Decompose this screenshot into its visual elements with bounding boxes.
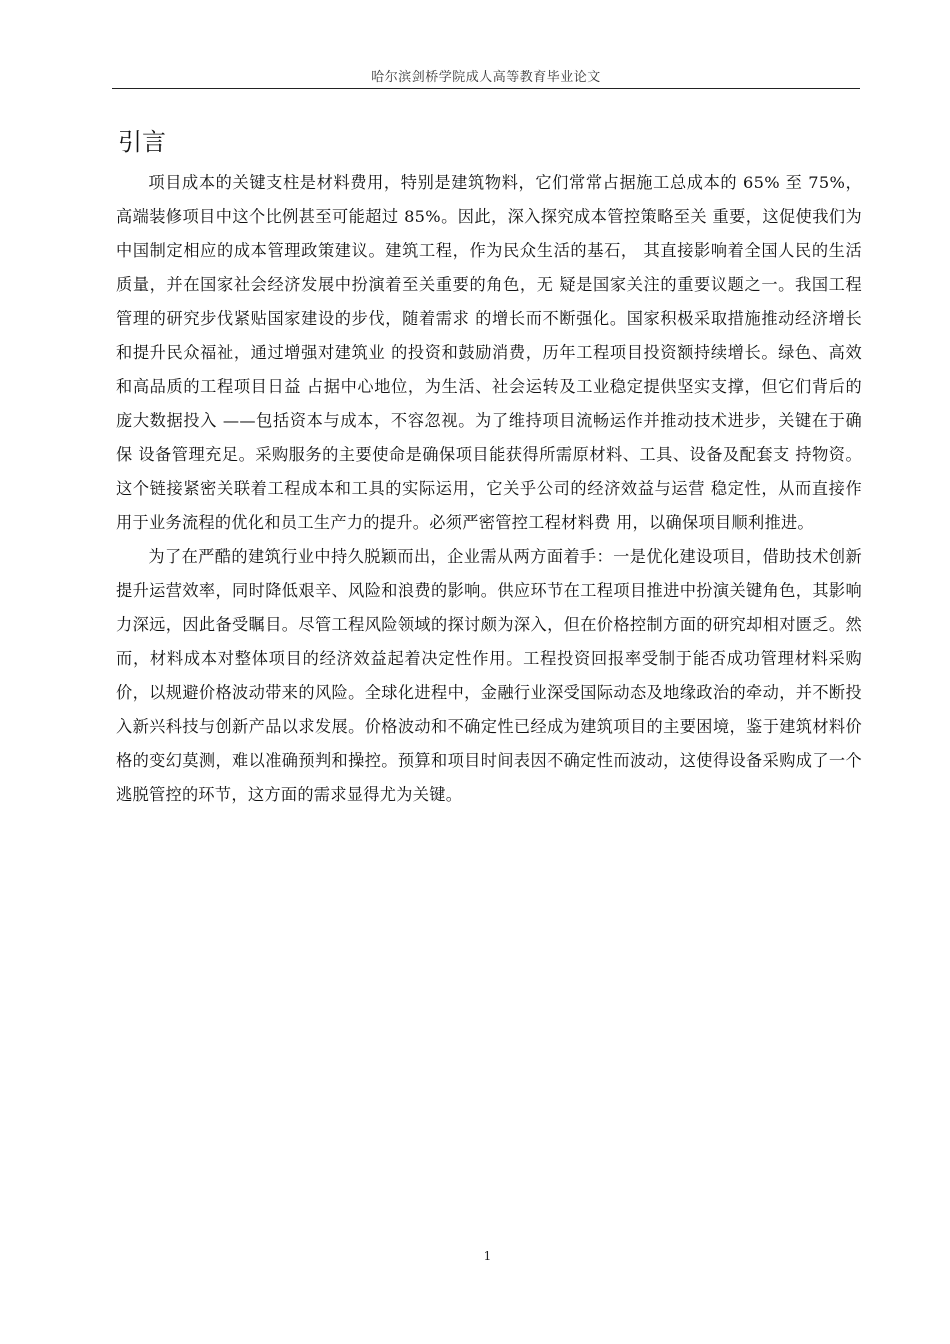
body-text bbox=[116, 166, 862, 812]
section-title: 引言 bbox=[118, 128, 166, 156]
header-divider bbox=[112, 88, 860, 89]
running-header: 哈尔滨剑桥学院成人高等教育毕业论文 bbox=[371, 70, 601, 85]
paragraph-2: 为了在严酷的建筑行业中持久脱颖而出，企业需从两方面着手：一是优化建设项目，借助技术创新提升运营效率，同时降低艰辛、风险和浪费的影响。供应环节在工程项目推进中扮演关键角色，其影响力深远，因此备受瞩目。尽管工程风险领域的探讨颇为深入，但在价格控制方面的研究却相对匮乏。然而，材料成本对整体项目的经济效益起着决定性作用。工程投资回报率受制于能否成功管理材料采购价，以规避价格波动带来的风险。全球化进程中，金融行业深受国际动态及地缘政治的牵动，并不断投入新兴科技与创新产品以求发展。价格波动和不确定性已经成为建筑项目的主要困境，鉴于建筑材料价格的变幻莫测，难以准确预判和操控。预算和项目时间表因不确定性而波动，这使得设备采购成了一个逃脱管控的环节，这方面的需求显得尤为关键。 bbox=[116, 547, 862, 804]
paragraph-1: 项目成本的关键支柱是材料费用，特别是建筑物料，它们常常占据施工总成本的 65% 至 75%，高端装修项目中这个比例甚至可能超过 85%。因此，深入探究成本管控策略至关 重要，这促使我们为中国制定相应的成本管理政策建议。建筑工程，作为民众生活的基石， 其直接影响着全国人民的生活质量，并在国家社会经济发展中扮演着至关重要的角色，无 疑是国家关注的重要议题之一。我国工程管理的研究步伐紧贴国家建设的步伐，随着需求 的增长而不断强化。国家积极采取措施推动经济增长和提升民众福祉，通过增强对建筑业 的投资和鼓励消费，历年工程项目投资额持续增长。绿色、高效和高品质的工程项目日益 占据中心地位，为生活、社会运转及工业稳定提供坚实支撑，但它们背后的庞大数据投入 ——包括资本与成本，不容忽视。为了维持项目流畅运作并推动技术进步，关键在于确保 设备管理充足。采购服务的主要使命是确保项目能获得所需原材料、工具、设备及配套支 持物资。这个链接紧密关联着工程成本和工具的实际运用，它关乎公司的经济效益与运营 稳定性，从而直接作用于业务流程的优化和员工生产力的提升。必须严密管控工程材料费 用，以确保项目顺利推进。 bbox=[116, 173, 862, 532]
page-number: 1 bbox=[483, 1249, 492, 1263]
